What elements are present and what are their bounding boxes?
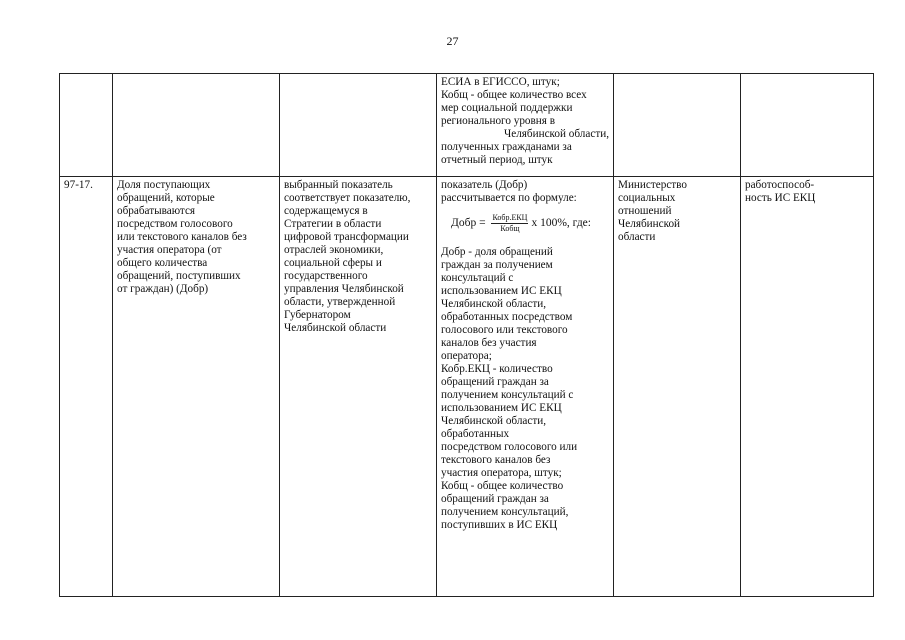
indicator-line: обращений, поступивших [117,270,241,282]
method-line: текстового каналов без [441,454,551,466]
method-line: участия оператора, штук; [441,467,562,479]
method-line: Кобщ - общее количество всех [441,89,587,101]
method-line: полученных гражданами за [441,141,572,153]
cell-indicator [113,177,280,597]
formula-rhs: x 100%, где: [531,217,591,229]
method-line: отчетный период, штук [441,154,553,166]
cell-number [60,74,113,177]
justification-line: социальной сферы и [284,257,382,269]
method-line: получением консультаций с [441,389,574,401]
method-line: Добр - доля обращений [441,246,553,258]
method-line: Челябинской области, [441,415,547,427]
responsible-line: Министерство [618,179,687,191]
method-line: оператора; [441,350,492,362]
cell-method [437,74,614,177]
method-line: регионального уровня в [441,115,556,127]
source-line: работоспособ- [745,179,815,191]
justification-line: Губернатором [284,309,351,321]
table-row [60,177,874,597]
method-line: каналов без участия [441,337,537,349]
formula-numerator: Кобр.ЕКЦ [492,213,528,222]
indicator-line: посредством голосового [117,218,233,230]
formula: Добр = $\frac{\text{Кобр.ЕКЦ}}{\text{Кобщ}}$ x 100%, где: [451,213,591,233]
indicator-line: обрабатываются [117,205,196,217]
justification-line: области, утвержденной [284,296,396,308]
responsible-line: Челябинской [618,218,681,230]
indicator-line: обращений, которые [117,192,215,204]
justification-line: Стратегии в области [284,218,382,230]
method-line: консультаций с [441,272,514,284]
justification-line: отраслей экономики, [284,244,384,256]
cell-number: 97-17. [60,177,113,597]
justification-line: цифровой трансформации [284,231,409,243]
page-number: 27 [446,34,459,48]
cell-responsible [614,177,741,597]
cell-indicator [113,74,280,177]
responsible-line: области [618,231,656,243]
table-row [60,74,874,177]
method-line: использованием ИС ЕКЦ [441,402,562,414]
method-line: обращений граждан за [441,376,549,388]
method-line: Кобщ - общее количество [441,480,564,492]
cell-source [741,177,874,597]
indicator-line: от граждан) (Добр) [117,283,209,295]
justification-line: соответствует показателю, [284,192,411,204]
method-line: обработанных посредством [441,311,573,323]
cell-justification [280,74,437,177]
formula-fraction [491,213,528,234]
method-line: Челябинской области, [503,128,609,140]
method-line: обработанных [441,428,510,440]
indicators-table [59,73,874,597]
source-line: ность ИС ЕКЦ [745,192,816,204]
method-line: мер социальной поддержки [441,102,573,114]
method-line: граждан за получением [441,259,553,271]
method-intro-line: рассчитывается по формуле: [441,192,577,204]
formula-denominator: Кобщ [500,224,520,233]
method-line: голосового или текстового [441,324,568,336]
method-intro-line: показатель (Добр) [441,179,528,191]
formula-lhs: Добр [451,217,477,229]
justification-line: выбранный показатель [284,179,393,191]
indicator-line: или текстового каналов без [117,231,247,243]
cell-method [437,177,614,597]
method-line: ЕСИА в ЕГИССО, штук; [441,76,560,88]
method-line: посредством голосового или [441,441,578,453]
responsible-line: отношений [618,205,672,217]
cell-justification [280,177,437,597]
method-line: использованием ИС ЕКЦ [441,285,562,297]
responsible-line: социальных [618,192,676,204]
indicator-line: Доля поступающих [117,179,211,191]
indicator-line: общего количества [117,257,208,269]
method-line: получением консультаций, [441,506,569,518]
justification-line: Челябинской области [284,322,387,334]
method-line: Кобр.ЕКЦ - количество [441,363,553,375]
method-line: обращений граждан за [441,493,549,505]
justification-line: государственного [284,270,368,282]
indicator-line: участия оператора (от [117,244,222,256]
cell-source [741,74,874,177]
cell-responsible [614,74,741,177]
method-line: поступивших в ИС ЕКЦ [441,519,558,531]
justification-line: содержащемуся в [284,205,368,217]
method-line: Челябинской области, [441,298,547,310]
justification-line: управления Челябинской [284,283,404,295]
